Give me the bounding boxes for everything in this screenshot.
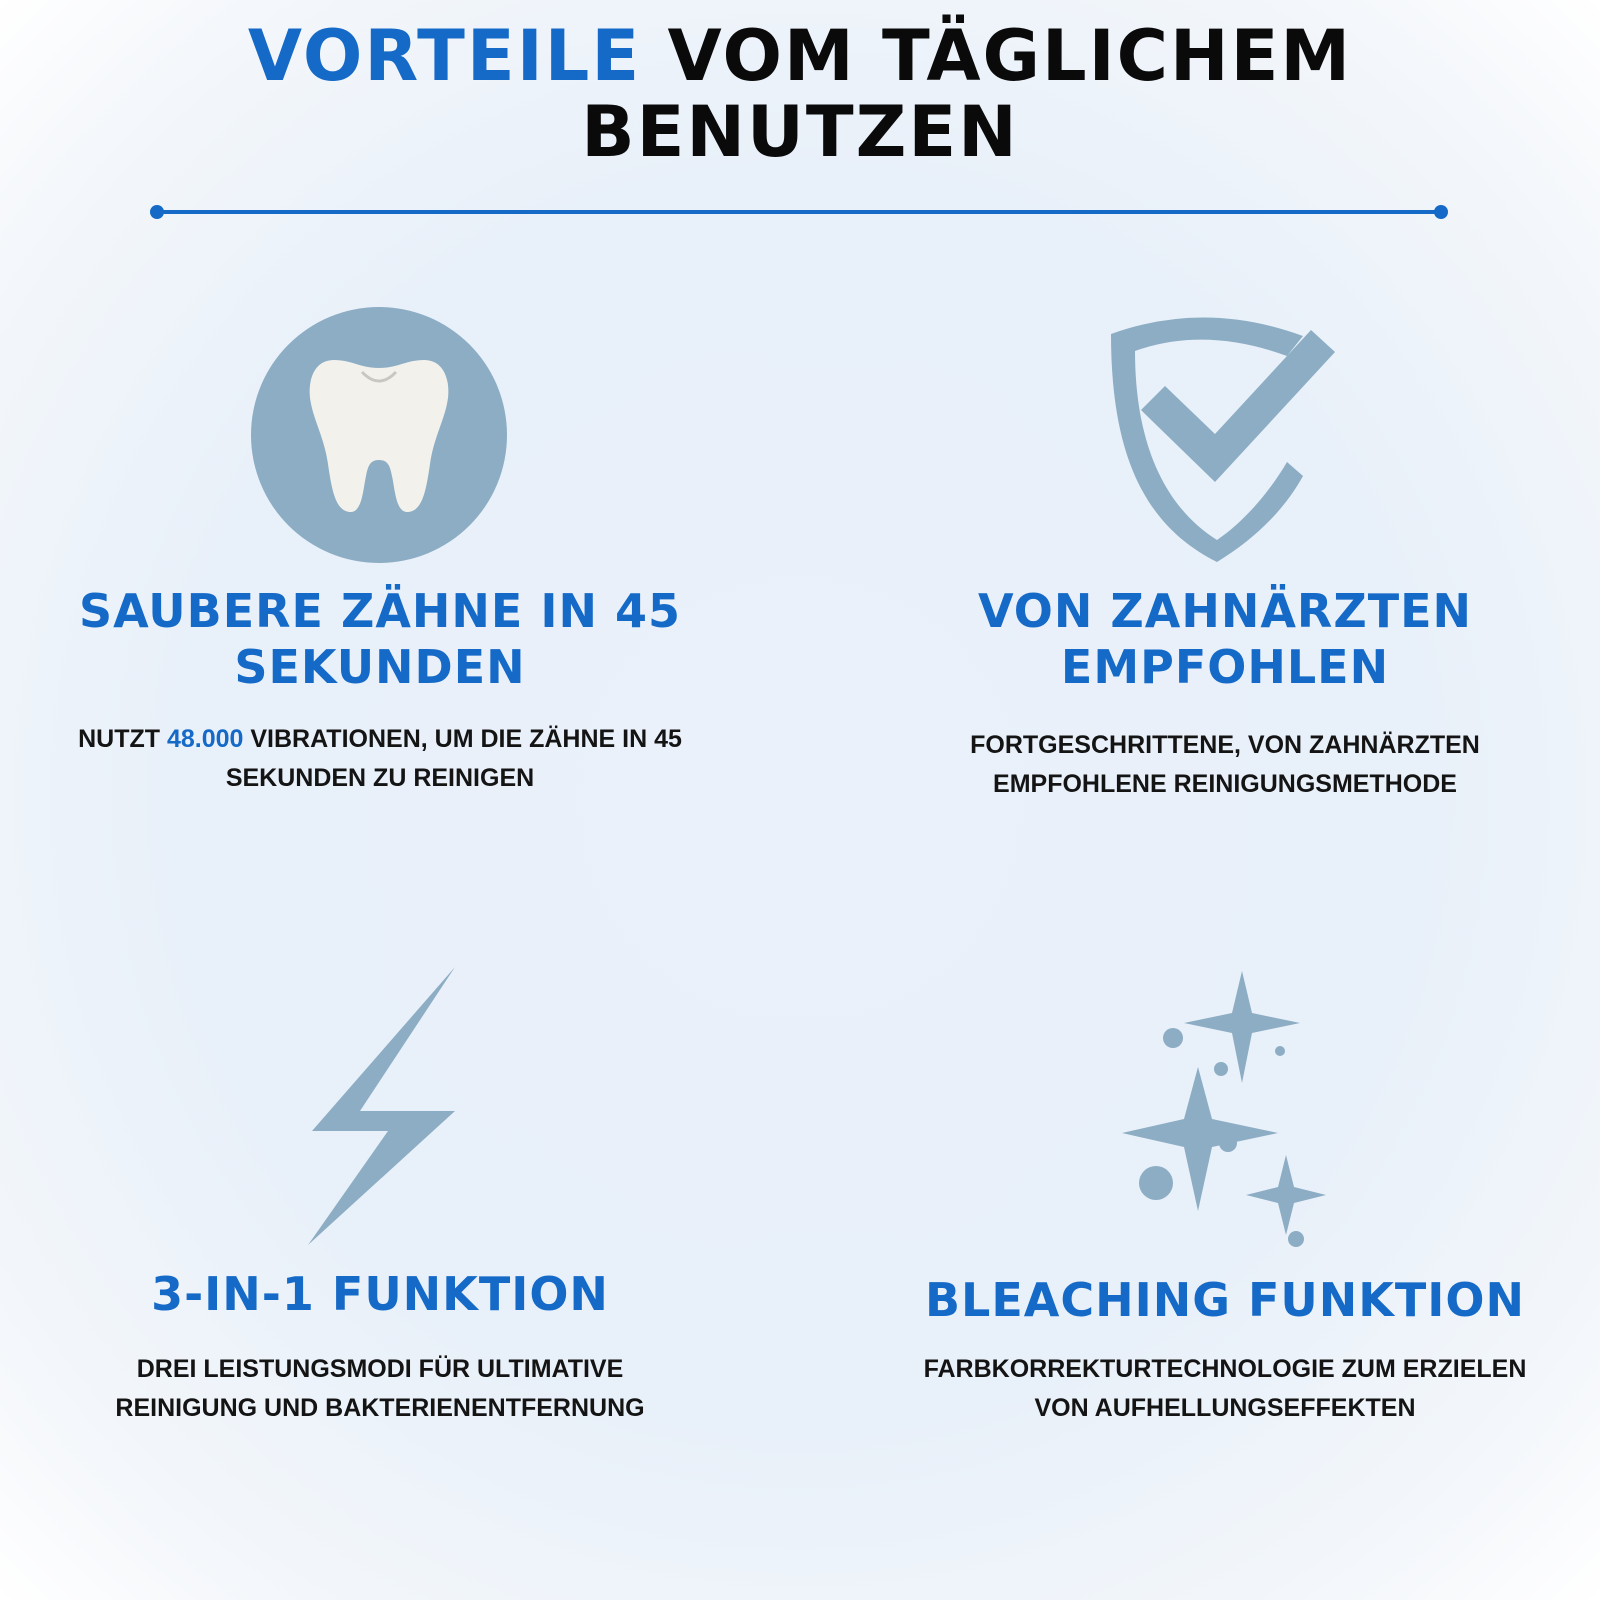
feature-title-bleaching: BLEACHING FUNKTION [924,1273,1526,1327]
title-rest-line1: VOM TÄGLICHEM [667,15,1353,97]
feature-text-3in1: DREI LEISTUNGSMODI FÜR ULTIMATIVE REINIGUNG UND BAKTERIENENTFERNUNG [115,1355,645,1422]
feature-text-bleaching: FARBKORREKTURTECHNOLOGIE ZUM ERZIELEN VON AUFHELLUNGSEFFEKTEN [923,1355,1527,1422]
title-line2: BENUTZEN [581,91,1019,173]
feature-text-clean-teeth [70,720,690,798]
feature-text-part: NUTZT [78,725,167,753]
feature-text-recommended: FORTGESCHRITTENE, VON ZAHNÄRZTEN EMPFOHLENE REINIGUNGSMETHODE [970,731,1480,798]
tooth-icon [250,306,508,564]
feature-title-clean-teeth: SAUBERE ZÄHNE IN 45 SEKUNDEN [78,584,682,694]
vibration-count: 48.000 [166,725,244,753]
divider-dot-left [150,205,164,219]
title-accent: VORTEILE [247,15,642,97]
shield-check-icon [1105,306,1345,562]
page-title [0,15,1600,173]
divider-line [156,210,1442,214]
sparkles-icon [1120,965,1335,1250]
feature-text-part: VIBRATIONEN, UM DIE ZÄHNE IN 45 SEKUNDEN ZU REINIGEN [225,725,682,792]
feature-title-3in1: 3-IN-1 FUNKTION [151,1267,609,1321]
lightning-icon [300,965,460,1247]
feature-title-recommended: VON ZAHNÄRZTEN EMPFOHLEN [977,584,1473,694]
title-divider [150,205,1448,219]
divider-dot-right [1434,205,1448,219]
